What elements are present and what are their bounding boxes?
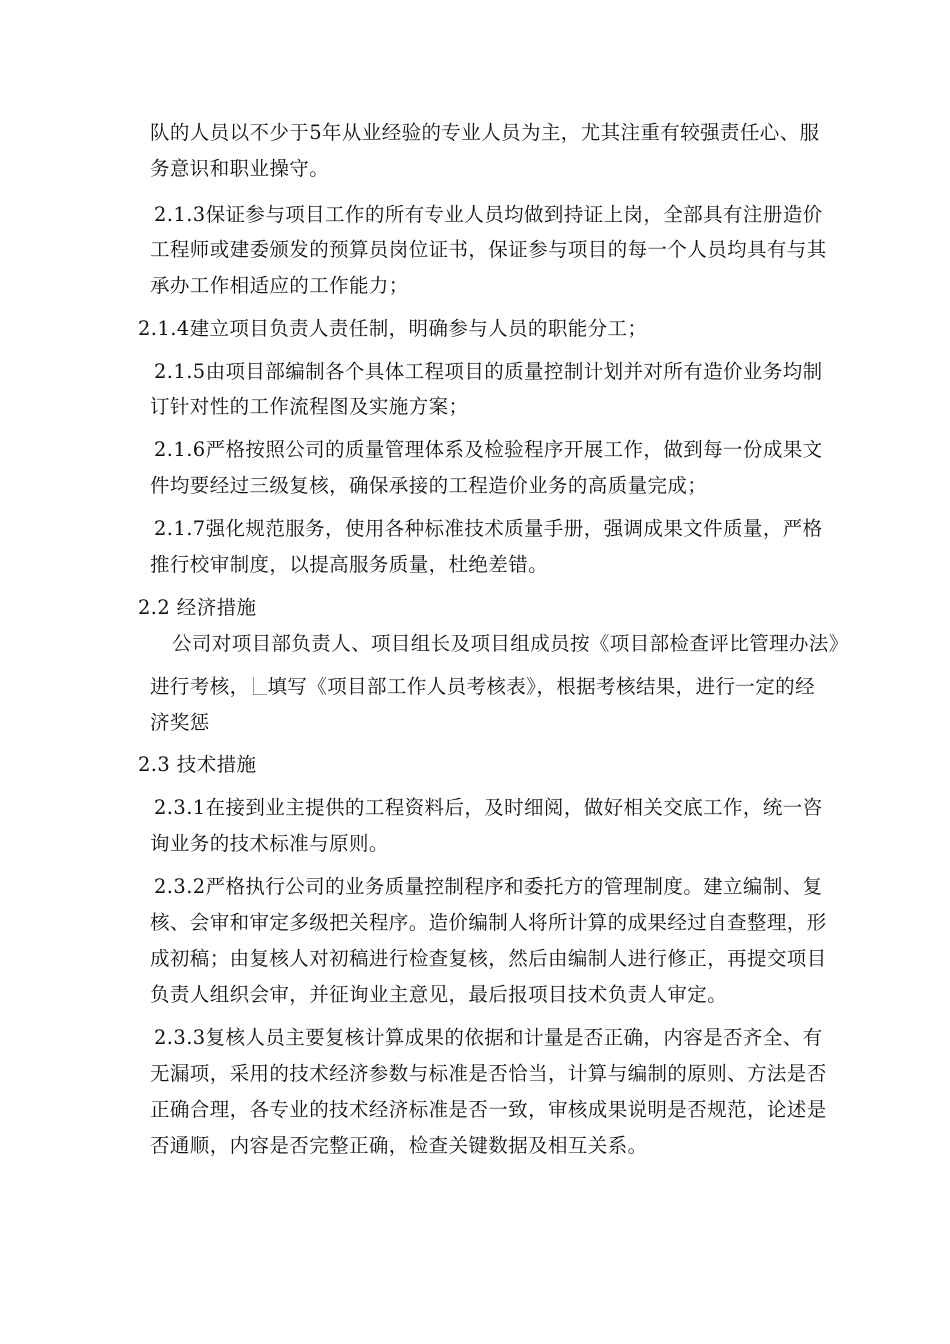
text-line: 无漏项，采用的技术经济参数与标准是否恰当，计算与编制的原则、方法是否 [150, 1062, 827, 1085]
text-line: 2.1.7强化规范服务，使用各种标准技术质量手册，强调成果文件质量，严格 [154, 517, 823, 540]
text-line: 正确合理，各专业的技术经济标准是否一致，审核成果说明是否规范，论述是 [150, 1098, 827, 1121]
text-line: 公司对项目部负责人、项目组长及项目组成员按《项目部检查评比管理办法》 [172, 632, 849, 655]
section-heading: 2.3 技术措施 [138, 753, 257, 776]
text-segment: 进行考核， [150, 675, 250, 698]
text-line: 否通顺，内容是否完整正确，检查关键数据及相互关系。 [150, 1134, 648, 1157]
text-line: 件均要经过三级复核，确保承接的工程造价业务的高质量完成； [150, 474, 708, 497]
text-line: 推行校审制度，以提高服务质量，杜绝差错。 [150, 553, 549, 576]
text-line: 核、会审和审定多级把关程序。造价编制人将所计算的成果经过自查整理，形 [150, 911, 827, 934]
text-line: 2.3.1在接到业主提供的工程资料后，及时细阅，做好相关交底工作，统一咨 [154, 796, 823, 819]
text-line [150, 675, 815, 699]
text-line: 2.3.2严格执行公司的业务质量控制程序和委托方的管理制度。建立编制、复 [154, 875, 823, 898]
text-line: 务意识和职业操守。 [150, 157, 330, 180]
text-line: 订针对性的工作流程图及实施方案； [150, 395, 469, 418]
text-line: 2.3.3复核人员主要复核计算成果的依据和计量是否正确，内容是否齐全、有 [154, 1026, 823, 1049]
text-line: 成初稿；由复核人对初稿进行检查复核，然后由编制人进行修正，再提交项目 [150, 947, 827, 970]
text-line: 2.1.5由项目部编制各个具体工程项目的质量控制计划并对所有造价业务均制 [154, 360, 823, 383]
text-line: 2.1.3保证参与项目工作的所有专业人员均做到持证上岗，全部具有注册造价 [154, 203, 823, 226]
text-segment: 填写《项目部工作人员考核表》，根据考核结果，进行一定的经 [267, 675, 815, 698]
text-line: 承办工作相适应的工作能力； [150, 274, 409, 297]
edit-mark-icon [253, 677, 267, 695]
text-line: 济奖惩 [150, 711, 210, 734]
text-line: 2.1.6严格按照公司的质量管理体系及检验程序开展工作，做到每一份成果文 [154, 438, 823, 461]
text-line: 队的人员以不少于5年从业经验的专业人员为主，尤其注重有较强责任心、服 [150, 121, 820, 144]
text-line: 2.1.4建立项目负责人责任制，明确参与人员的职能分工； [138, 317, 648, 340]
text-line: 询业务的技术标准与原则。 [150, 832, 389, 855]
section-heading: 2.2 经济措施 [138, 596, 257, 619]
text-line: 工程师或建委颁发的预算员岗位证书，保证参与项目的每一个人员均具有与其 [150, 238, 827, 261]
text-line: 负责人组织会审，并征询业主意见，最后报项目技术负责人审定。 [150, 983, 728, 1006]
